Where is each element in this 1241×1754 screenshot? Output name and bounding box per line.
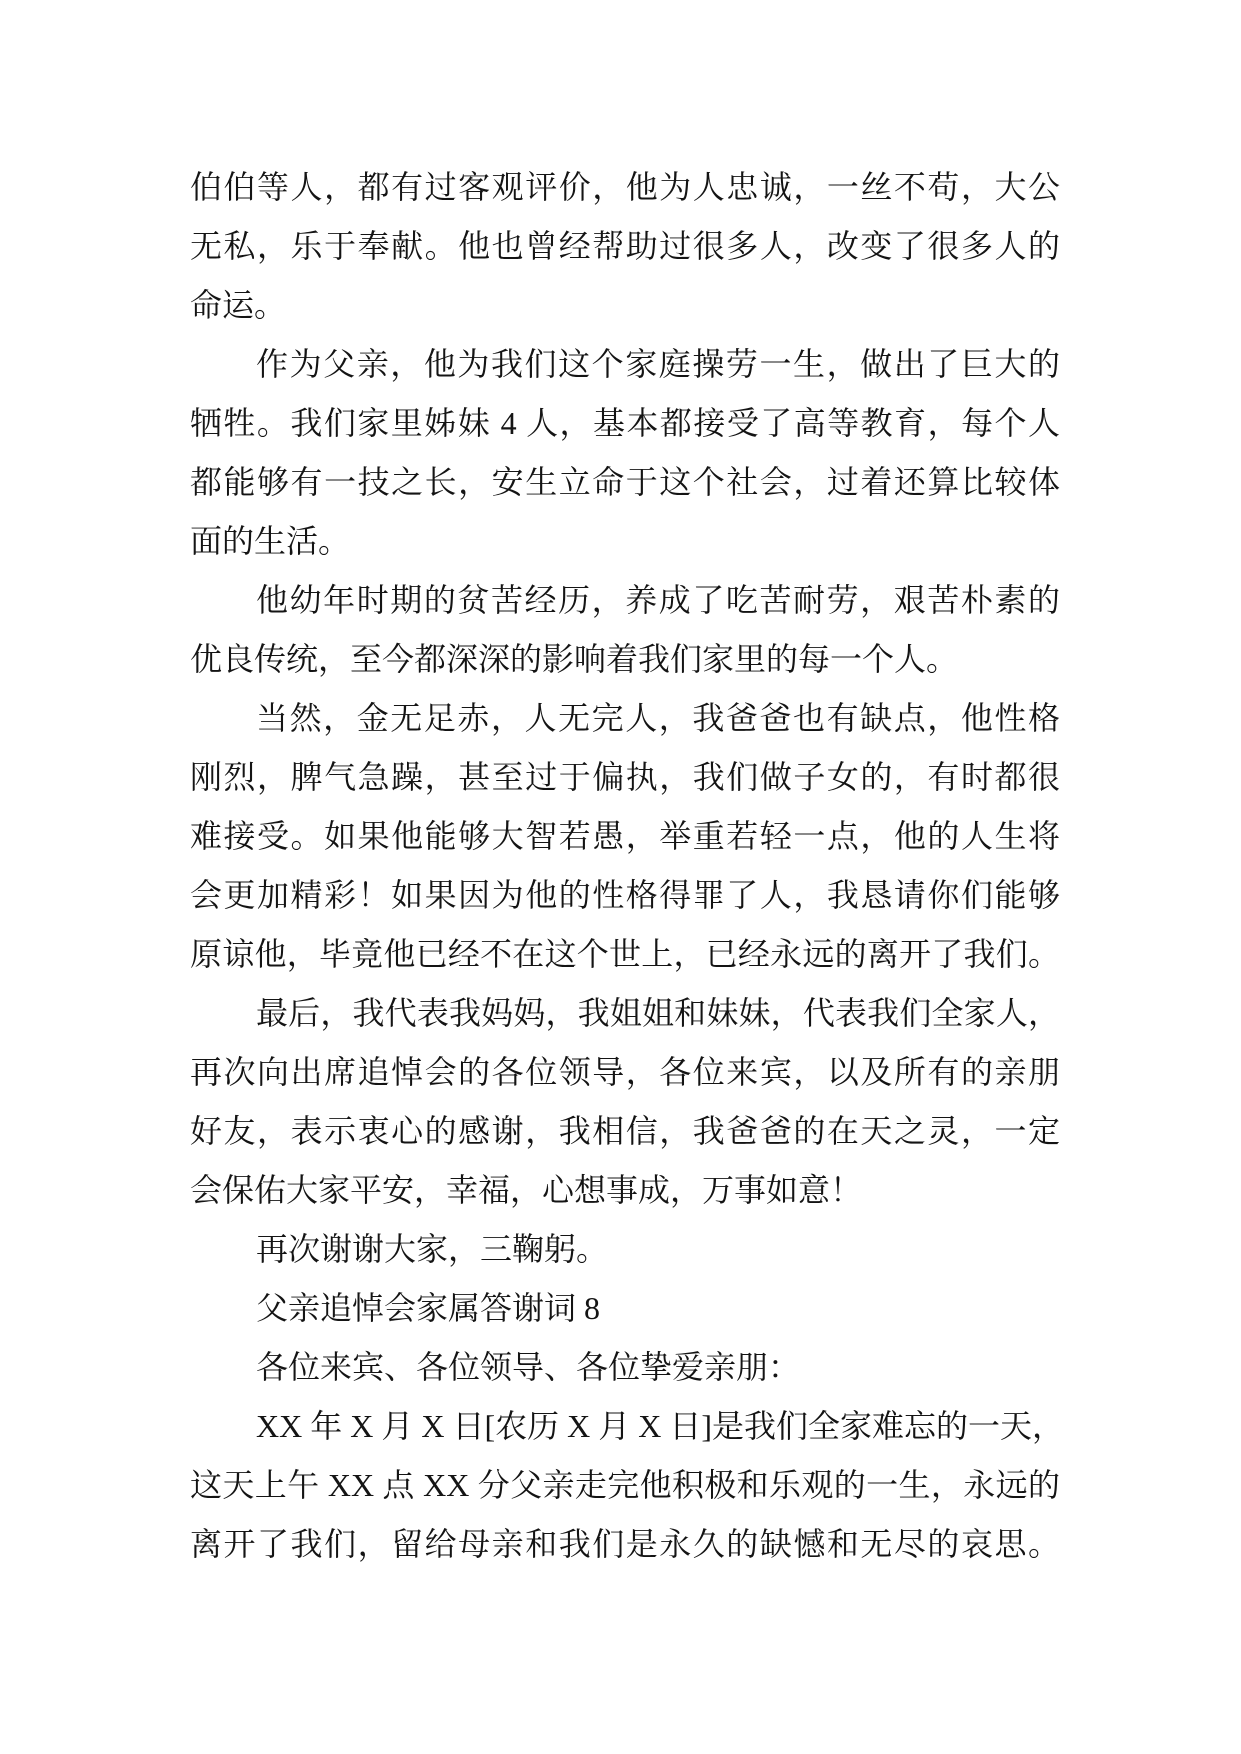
text-line: 好友，表示衷心的感谢，我相信，我爸爸的在天之灵，一定: [190, 1113, 1060, 1149]
text-line: 优良传统，至今都深深的影响着我们家里的每一个人。: [190, 641, 959, 677]
text-line: 会更加精彩！如果因为他的性格得罪了人，我恳请你们能够: [190, 877, 1060, 913]
text-line: 最后，我代表我妈妈，我姐姐和妹妹，代表我们全家人，: [256, 995, 1060, 1031]
text-line: 再次向出席追悼会的各位领导，各位来宾，以及所有的亲朋: [190, 1054, 1060, 1090]
paragraph: [190, 571, 1060, 689]
text-line: 都能够有一技之长，安生立命于这个社会，过着还算比较体: [190, 464, 1060, 500]
text-line: 命运。: [190, 287, 287, 323]
heading-line: 父亲追悼会家属答谢词 8: [256, 1290, 601, 1326]
text-line: 离开了我们，留给母亲和我们是永久的缺憾和无尽的哀思。: [190, 1526, 1060, 1562]
paragraph: [190, 689, 1060, 984]
text-line: 原谅他，毕竟他已经不在这个世上，已经永远的离开了我们。: [190, 936, 1060, 972]
text-line: 再次谢谢大家，三鞠躬。: [256, 1231, 609, 1267]
text-line: 牺牲。我们家里姊妹 4 人，基本都接受了高等教育，每个人: [190, 405, 1060, 441]
text-line: XX 年 X 月 X 日[农历 X 月 X 日]是我们全家难忘的一天，: [256, 1408, 1064, 1444]
section-heading: [190, 1279, 1060, 1338]
paragraph: [190, 335, 1060, 571]
text-line: 会保佑大家平安，幸福，心想事成，万事如意！: [190, 1172, 863, 1208]
text-line: 这天上午 XX 点 XX 分父亲走完他积极和乐观的一生，永远的: [190, 1467, 1060, 1503]
text-line: 刚烈，脾气急躁，甚至过于偏执，我们做子女的，有时都很: [190, 759, 1060, 795]
paragraph: [190, 158, 1060, 335]
paragraph: [190, 1397, 1064, 1574]
text-line: 他幼年时期的贫苦经历，养成了吃苦耐劳，艰苦朴素的: [256, 582, 1060, 618]
paragraph: [190, 984, 1060, 1220]
salutation: [190, 1338, 1060, 1397]
text-line: 当然，金无足赤，人无完人，我爸爸也有缺点，他性格: [256, 700, 1060, 736]
text-line: 无私，乐于奉献。他也曾经帮助过很多人，改变了很多人的: [190, 228, 1060, 264]
paragraph: [190, 1220, 1060, 1279]
body-text: [190, 158, 1064, 1574]
text-line: 各位来宾、各位领导、各位挚爱亲朋：: [256, 1349, 801, 1385]
text-line: 面的生活。: [190, 523, 351, 559]
text-line: 作为父亲，他为我们这个家庭操劳一生，做出了巨大的: [256, 346, 1060, 382]
text-line: 难接受。如果他能够大智若愚，举重若轻一点，他的人生将: [190, 818, 1060, 854]
text-line: 伯伯等人，都有过客观评价，他为人忠诚，一丝不苟，大公: [190, 169, 1060, 205]
